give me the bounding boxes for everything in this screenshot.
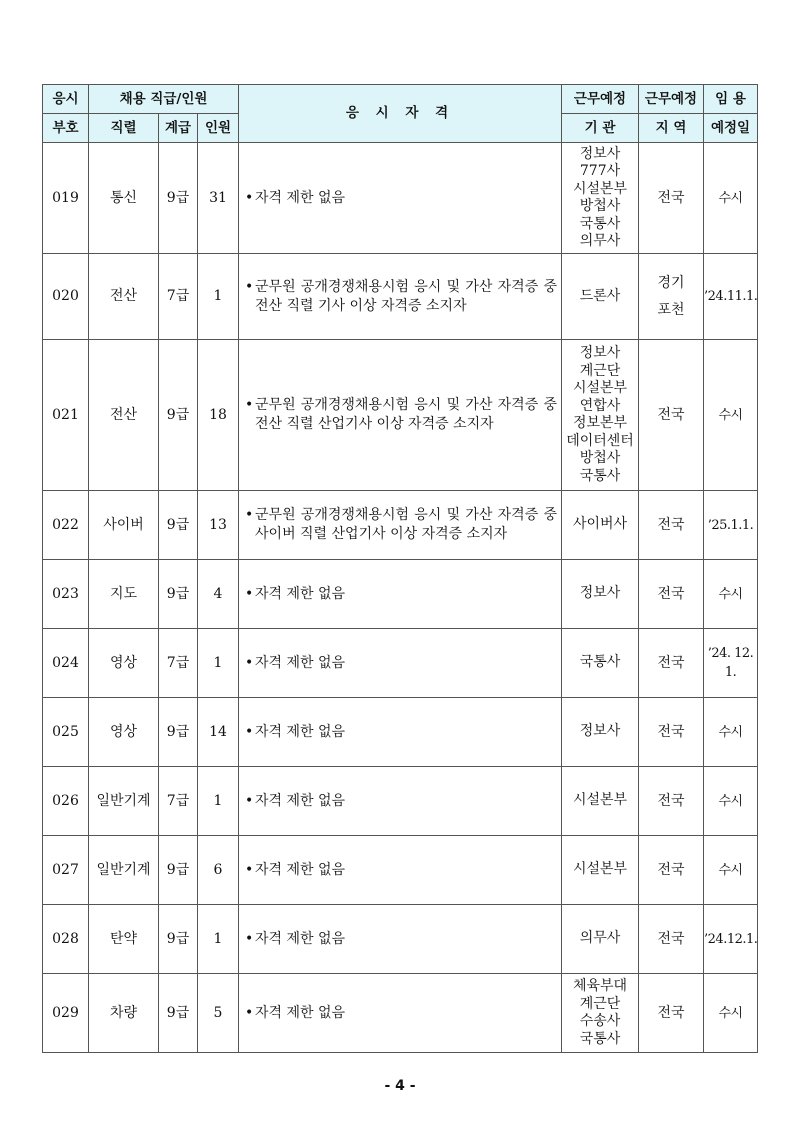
agency-name: 시설본부 bbox=[572, 792, 628, 809]
cell-headcount: 5 bbox=[198, 974, 239, 1053]
header-date-bottom: 예정일 bbox=[704, 114, 758, 143]
region-name: 전국 bbox=[657, 189, 685, 206]
cell-grade: 9급 bbox=[159, 340, 198, 491]
agency-name: 의무사 bbox=[579, 930, 621, 947]
agency-name: 드론사 bbox=[579, 287, 621, 304]
cell-series: 통신 bbox=[89, 143, 159, 254]
table-row bbox=[43, 698, 758, 767]
qualification-text: 군무원 공개경쟁채용시험 응시 및 가산 자격증 중 전산 직렬 산업기사 이상 자격증 소지자 bbox=[255, 397, 558, 432]
agency-name: 국통사 bbox=[579, 467, 621, 484]
cell-qualification bbox=[239, 491, 562, 560]
cell-region bbox=[639, 340, 704, 491]
cell-appointment-date: 수시 bbox=[704, 698, 758, 767]
cell-appointment-date: 수시 bbox=[704, 340, 758, 491]
cell-qualification bbox=[239, 143, 562, 254]
cell-series: 영상 bbox=[89, 698, 159, 767]
cell-appointment-date: 수시 bbox=[704, 974, 758, 1053]
region-name: 전국 bbox=[657, 585, 685, 602]
cell-qualification bbox=[239, 974, 562, 1053]
cell-qualification bbox=[239, 560, 562, 629]
cell-region bbox=[639, 836, 704, 905]
region-name: 전국 bbox=[657, 930, 685, 947]
agency-name: 사이버사 bbox=[572, 516, 628, 533]
cell-agency bbox=[562, 143, 639, 254]
agency-name: 777사 bbox=[579, 163, 621, 179]
cell-region bbox=[639, 974, 704, 1053]
cell-qualification bbox=[239, 698, 562, 767]
cell-appointment-date: ’24.12.1. bbox=[704, 905, 758, 974]
cell-appointment-date: ’24.11.1. bbox=[704, 254, 758, 340]
cell-appointment-date: 수시 bbox=[704, 560, 758, 629]
bullet-icon: • bbox=[245, 189, 254, 206]
cell-series: 영상 bbox=[89, 629, 159, 698]
cell-appointment-date: 수시 bbox=[704, 767, 758, 836]
agency-name: 계근단 bbox=[579, 362, 621, 379]
region-name: 전국 bbox=[657, 861, 685, 878]
header-no-top: 응시 bbox=[43, 85, 89, 114]
table-row bbox=[43, 974, 758, 1053]
qualification-text: 자격 제한 없음 bbox=[255, 585, 346, 602]
qualification-item bbox=[245, 792, 557, 811]
table-row bbox=[43, 767, 758, 836]
cell-grade: 9급 bbox=[159, 974, 198, 1053]
qualification-item bbox=[245, 278, 557, 316]
agency-name: 정보사 bbox=[579, 345, 621, 361]
cell-agency bbox=[562, 767, 639, 836]
cell-series: 사이버 bbox=[89, 491, 159, 560]
cell-qualification bbox=[239, 629, 562, 698]
cell-region bbox=[639, 491, 704, 560]
qualification-item bbox=[245, 189, 557, 208]
region-name: 전국 bbox=[657, 516, 685, 533]
cell-headcount: 13 bbox=[198, 491, 239, 560]
region-name: 전국 bbox=[657, 406, 685, 423]
agency-name: 시설본부 bbox=[572, 380, 628, 396]
region-name: 전국 bbox=[657, 723, 685, 740]
region-name: 전국 bbox=[657, 1004, 685, 1021]
qualification-text: 자격 제한 없음 bbox=[255, 189, 346, 206]
bullet-icon: • bbox=[245, 585, 254, 602]
table-row bbox=[43, 836, 758, 905]
cell-exam-no: 028 bbox=[43, 905, 89, 974]
cell-exam-no: 023 bbox=[43, 560, 89, 629]
qualification-text: 군무원 공개경쟁채용시험 응시 및 가산 자격증 중 사이버 직렬 산업기사 이상 자격증 소지자 bbox=[255, 507, 558, 542]
table-row bbox=[43, 905, 758, 974]
qualification-text: 자격 제한 없음 bbox=[255, 930, 346, 947]
cell-grade: 7급 bbox=[159, 254, 198, 340]
bullet-icon: • bbox=[245, 397, 254, 413]
agency-name: 계근단 bbox=[579, 995, 621, 1012]
agency-name: 데이터센터 bbox=[566, 432, 634, 449]
cell-qualification bbox=[239, 836, 562, 905]
cell-agency bbox=[562, 836, 639, 905]
region-name: 포천 bbox=[657, 301, 685, 318]
cell-region bbox=[639, 767, 704, 836]
cell-qualification bbox=[239, 767, 562, 836]
agency-name: 의무사 bbox=[579, 233, 621, 249]
bullet-icon: • bbox=[245, 792, 254, 809]
agency-name: 국통사 bbox=[579, 215, 621, 232]
cell-headcount: 14 bbox=[198, 698, 239, 767]
recruitment-table bbox=[42, 84, 758, 1053]
agency-name: 연합사 bbox=[579, 397, 621, 414]
cell-grade: 9급 bbox=[159, 491, 198, 560]
bullet-icon: • bbox=[245, 654, 254, 671]
table-row bbox=[43, 143, 758, 254]
header-region-bottom: 지 역 bbox=[639, 114, 704, 143]
table-row bbox=[43, 340, 758, 491]
agency-name: 시설본부 bbox=[572, 180, 628, 197]
cell-series: 차량 bbox=[89, 974, 159, 1053]
region-name: 경기 bbox=[657, 274, 685, 291]
cell-exam-no: 020 bbox=[43, 254, 89, 340]
cell-headcount: 1 bbox=[198, 905, 239, 974]
cell-headcount: 6 bbox=[198, 836, 239, 905]
table-row bbox=[43, 629, 758, 698]
cell-grade: 7급 bbox=[159, 767, 198, 836]
qualification-item bbox=[245, 585, 557, 604]
qualification-item bbox=[245, 506, 557, 544]
cell-headcount: 31 bbox=[198, 143, 239, 254]
header-agency-bottom: 기 관 bbox=[562, 114, 639, 143]
table-header bbox=[43, 85, 758, 143]
cell-exam-no: 029 bbox=[43, 974, 89, 1053]
header-headcount: 인원 bbox=[198, 114, 239, 143]
agency-name: 시설본부 bbox=[572, 861, 628, 878]
cell-series: 지도 bbox=[89, 560, 159, 629]
cell-region bbox=[639, 254, 704, 340]
cell-region bbox=[639, 629, 704, 698]
agency-name: 방첩사 bbox=[579, 198, 621, 214]
table-body bbox=[43, 143, 758, 1053]
cell-region bbox=[639, 698, 704, 767]
agency-name: 국통사 bbox=[579, 654, 621, 671]
agency-name: 정보사 bbox=[579, 145, 621, 162]
cell-grade: 9급 bbox=[159, 143, 198, 254]
cell-headcount: 4 bbox=[198, 560, 239, 629]
header-grade: 계급 bbox=[159, 114, 198, 143]
cell-series: 전산 bbox=[89, 340, 159, 491]
qualification-text: 자격 제한 없음 bbox=[255, 723, 346, 740]
agency-name: 방첩사 bbox=[579, 450, 621, 466]
bullet-icon: • bbox=[245, 861, 254, 878]
qualification-text: 자격 제한 없음 bbox=[255, 861, 346, 878]
cell-exam-no: 022 bbox=[43, 491, 89, 560]
cell-agency bbox=[562, 698, 639, 767]
page-number: - 4 - bbox=[384, 1078, 416, 1094]
qualification-text: 군무원 공개경쟁채용시험 응시 및 가산 자격증 중 전산 직렬 기사 이상 자격증 소지자 bbox=[255, 278, 558, 314]
cell-headcount: 1 bbox=[198, 254, 239, 340]
cell-qualification bbox=[239, 340, 562, 491]
header-series: 직렬 bbox=[89, 114, 159, 143]
cell-agency bbox=[562, 254, 639, 340]
bullet-icon: • bbox=[245, 930, 254, 947]
cell-grade: 9급 bbox=[159, 836, 198, 905]
cell-qualification bbox=[239, 254, 562, 340]
header-qualification: 응 시 자 격 bbox=[239, 85, 562, 143]
region-name: 전국 bbox=[657, 792, 685, 809]
agency-name: 정보본부 bbox=[572, 415, 628, 431]
cell-agency bbox=[562, 340, 639, 491]
header-agency-top: 근무예정 bbox=[562, 85, 639, 114]
cell-exam-no: 025 bbox=[43, 698, 89, 767]
cell-exam-no: 026 bbox=[43, 767, 89, 836]
qualification-item bbox=[245, 723, 557, 742]
cell-agency bbox=[562, 629, 639, 698]
cell-appointment-date: ’25.1.1. bbox=[704, 491, 758, 560]
cell-exam-no: 019 bbox=[43, 143, 89, 254]
table-row bbox=[43, 254, 758, 340]
cell-headcount: 1 bbox=[198, 767, 239, 836]
bullet-icon: • bbox=[245, 723, 254, 740]
agency-name: 체육부대 bbox=[572, 978, 628, 994]
qualification-item bbox=[245, 654, 557, 673]
cell-exam-no: 027 bbox=[43, 836, 89, 905]
cell-grade: 9급 bbox=[159, 698, 198, 767]
cell-appointment-date: 수시 bbox=[704, 836, 758, 905]
region-name: 전국 bbox=[657, 654, 685, 671]
cell-exam-no: 021 bbox=[43, 340, 89, 491]
cell-series: 일반기계 bbox=[89, 836, 159, 905]
header-position-group: 채용 직급/인원 bbox=[89, 85, 239, 114]
table-row bbox=[43, 560, 758, 629]
cell-headcount: 18 bbox=[198, 340, 239, 491]
qualification-item bbox=[245, 861, 557, 880]
cell-agency bbox=[562, 491, 639, 560]
header-region-top: 근무예정 bbox=[639, 85, 704, 114]
cell-agency bbox=[562, 974, 639, 1053]
header-no-bottom: 부호 bbox=[43, 114, 89, 143]
agency-name: 정보사 bbox=[579, 723, 621, 740]
qualification-item bbox=[245, 396, 557, 434]
qualification-item bbox=[245, 930, 557, 949]
cell-headcount: 1 bbox=[198, 629, 239, 698]
cell-region bbox=[639, 143, 704, 254]
agency-name: 국통사 bbox=[579, 1030, 621, 1047]
cell-region bbox=[639, 560, 704, 629]
agency-name: 수송사 bbox=[579, 1013, 621, 1029]
cell-appointment-date: 수시 bbox=[704, 143, 758, 254]
cell-region bbox=[639, 905, 704, 974]
agency-name: 정보사 bbox=[579, 585, 621, 602]
qualification-item bbox=[245, 1004, 557, 1023]
cell-grade: 7급 bbox=[159, 629, 198, 698]
cell-series: 탄약 bbox=[89, 905, 159, 974]
cell-grade: 9급 bbox=[159, 905, 198, 974]
cell-series: 일반기계 bbox=[89, 767, 159, 836]
cell-grade: 9급 bbox=[159, 560, 198, 629]
cell-qualification bbox=[239, 905, 562, 974]
cell-agency bbox=[562, 905, 639, 974]
qualification-text: 자격 제한 없음 bbox=[255, 654, 346, 671]
cell-agency bbox=[562, 560, 639, 629]
cell-appointment-date: ’24. 12. 1. bbox=[704, 629, 758, 698]
header-date-top: 임 용 bbox=[704, 85, 758, 114]
qualification-text: 자격 제한 없음 bbox=[255, 792, 346, 809]
table-row bbox=[43, 491, 758, 560]
bullet-icon: • bbox=[245, 278, 254, 295]
qualification-text: 자격 제한 없음 bbox=[255, 1004, 346, 1021]
cell-series: 전산 bbox=[89, 254, 159, 340]
bullet-icon: • bbox=[245, 1004, 254, 1021]
cell-exam-no: 024 bbox=[43, 629, 89, 698]
bullet-icon: • bbox=[245, 507, 254, 523]
